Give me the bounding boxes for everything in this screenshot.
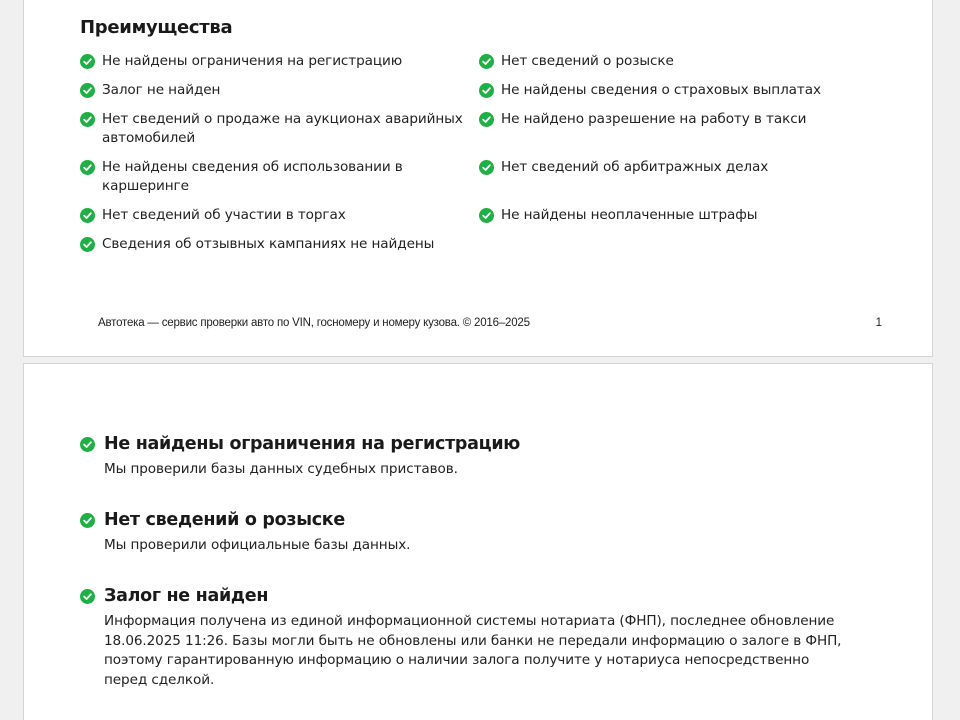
- advantage-item: [479, 52, 869, 81]
- advantage-item: [80, 158, 470, 206]
- check-circle-icon: [80, 83, 95, 98]
- check-circle-icon: [479, 208, 494, 223]
- check-section: [80, 584, 850, 690]
- advantage-item: [479, 158, 869, 206]
- advantage-label: Нет сведений об участии в торгах: [102, 207, 346, 223]
- check-circle-icon: [80, 513, 95, 528]
- advantage-label: Нет сведений об арбитражных делах: [501, 159, 769, 175]
- advantage-item: [80, 206, 470, 235]
- check-circle-icon: [479, 112, 494, 127]
- check-circle-icon: [80, 208, 95, 223]
- advantage-label: Сведения об отзывных кампаниях не найдены: [102, 236, 435, 252]
- check-circle-icon: [479, 160, 494, 175]
- advantage-label: Залог не найден: [102, 82, 221, 98]
- section-header: [80, 584, 850, 608]
- check-section: [80, 508, 850, 556]
- advantage-label: Нет сведений о розыске: [501, 53, 674, 69]
- advantage-label: Не найдены сведения об использовании в каршеринге: [102, 159, 403, 194]
- report-page-2: [23, 363, 933, 720]
- check-circle-icon: [80, 237, 95, 252]
- section-title: Залог не найден: [104, 586, 269, 606]
- advantage-label: Нет сведений о продаже на аукционах аварийных автомобилей: [102, 111, 463, 146]
- advantage-label: Не найдены неоплаченные штрафы: [501, 207, 758, 223]
- check-circle-icon: [479, 83, 494, 98]
- check-circle-icon: [80, 437, 95, 452]
- advantage-item: [80, 81, 470, 110]
- check-section: [80, 432, 850, 480]
- check-circle-icon: [80, 160, 95, 175]
- check-circle-icon: [80, 54, 95, 69]
- advantage-item: [80, 52, 470, 81]
- section-header: [80, 432, 850, 456]
- section-description: Мы проверили официальные базы данных.: [104, 537, 411, 553]
- advantage-item: [80, 235, 470, 254]
- advantage-item: [479, 206, 869, 235]
- advantage-item: [479, 110, 869, 158]
- check-circle-icon: [80, 112, 95, 127]
- page-footer: Автотека — сервис проверки авто по VIN, госномеру и номеру кузова. © 2016–2025: [98, 317, 530, 329]
- section-description: Мы проверили базы данных судебных приставов.: [104, 461, 458, 477]
- advantages-left-column: [80, 52, 470, 254]
- section-header: [80, 508, 850, 532]
- report-page-1: [23, 0, 933, 357]
- advantage-label: Не найдены сведения о страховых выплатах: [501, 82, 821, 98]
- page-number: 1: [875, 317, 882, 329]
- advantage-item: [479, 81, 869, 110]
- advantages-title: Преимущества: [80, 17, 233, 38]
- section-title: Нет сведений о розыске: [104, 510, 345, 530]
- section-description: Информация получена из единой информационной системы нотариата (ФНП), последнее обновление 18.06.2025 11:26. Базы могли быть не обновлены или банки не передали информацию о залоге в ФНП, поэтому гарантированную информацию о наличии залога получите у нотариуса непосредственно перед сделкой.: [104, 613, 842, 688]
- advantage-label: Не найдено разрешение на работу в такси: [501, 111, 807, 127]
- advantage-item: [80, 110, 470, 158]
- check-circle-icon: [80, 589, 95, 604]
- advantage-label: Не найдены ограничения на регистрацию: [102, 53, 403, 69]
- check-circle-icon: [479, 54, 494, 69]
- advantages-right-column: [479, 52, 869, 235]
- section-title: Не найдены ограничения на регистрацию: [104, 434, 520, 454]
